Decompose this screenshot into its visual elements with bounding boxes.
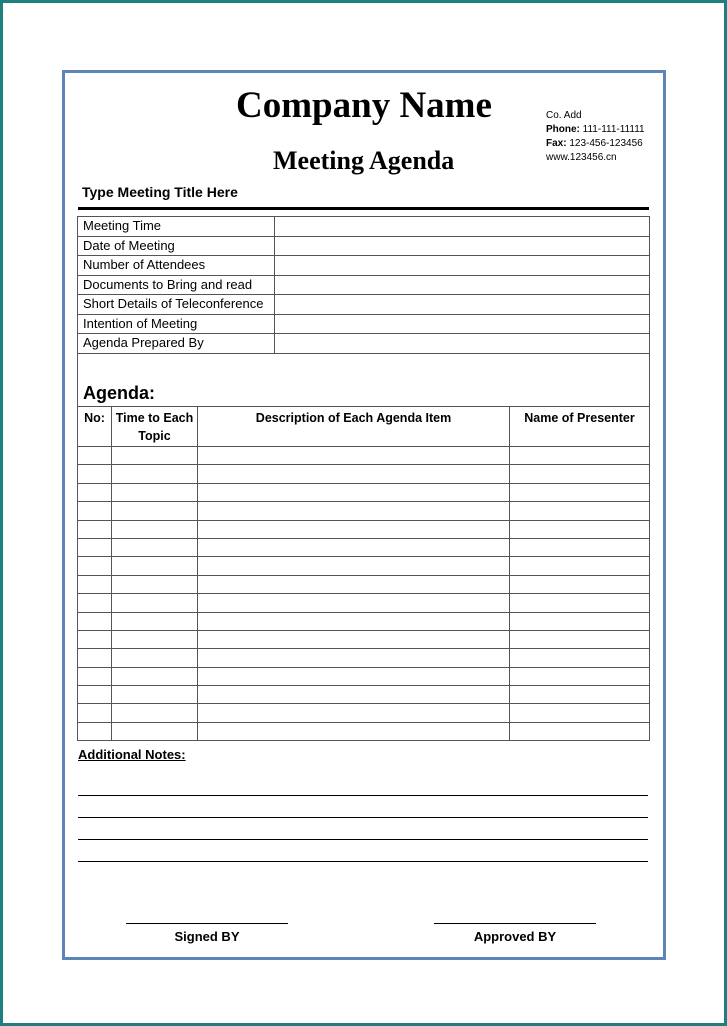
notes-line[interactable]	[78, 861, 648, 862]
agenda-cell-description[interactable]	[198, 465, 510, 483]
info-value-field[interactable]	[275, 314, 650, 334]
agenda-cell-time[interactable]	[112, 667, 198, 685]
company-name: Company Name	[236, 85, 492, 126]
agenda-row	[78, 594, 650, 612]
agenda-cell-description[interactable]	[198, 704, 510, 722]
signed-by-line[interactable]	[126, 923, 288, 924]
agenda-table	[77, 406, 650, 741]
phone-value: 111-111-11111	[582, 124, 645, 135]
fax-value: 123-456-123456	[569, 138, 643, 149]
contact-phone	[546, 123, 645, 137]
agenda-cell-no[interactable]	[78, 686, 112, 704]
agenda-cell-no[interactable]	[78, 612, 112, 630]
agenda-cell-no[interactable]	[78, 630, 112, 648]
notes-line[interactable]	[78, 795, 648, 796]
info-label: Date of Meeting	[78, 236, 275, 256]
info-value-field[interactable]	[275, 217, 650, 237]
contact-block	[546, 109, 645, 165]
agenda-cell-time[interactable]	[112, 649, 198, 667]
agenda-cell-time[interactable]	[112, 557, 198, 575]
info-row	[78, 334, 650, 354]
agenda-cell-description[interactable]	[198, 557, 510, 575]
contact-website: www.123456.cn	[546, 152, 617, 163]
agenda-cell-no[interactable]	[78, 704, 112, 722]
approved-by-label: Approved BY	[473, 929, 557, 944]
info-label: Short Details of Teleconference	[78, 295, 275, 315]
agenda-header-row	[78, 407, 650, 447]
agenda-cell-time[interactable]	[112, 447, 198, 465]
agenda-cell-presenter[interactable]	[510, 649, 650, 667]
agenda-cell-description[interactable]	[198, 686, 510, 704]
agenda-cell-time[interactable]	[112, 465, 198, 483]
agenda-cell-time[interactable]	[112, 575, 198, 593]
agenda-row	[78, 483, 650, 501]
agenda-row	[78, 465, 650, 483]
agenda-cell-description[interactable]	[198, 630, 510, 648]
info-value-field[interactable]	[275, 275, 650, 295]
document-title: Meeting Agenda	[273, 146, 455, 175]
agenda-row	[78, 502, 650, 520]
info-row	[78, 295, 650, 315]
agenda-cell-time[interactable]	[112, 520, 198, 538]
agenda-cell-description[interactable]	[198, 538, 510, 556]
phone-label: Phone:	[546, 124, 580, 135]
agenda-cell-presenter[interactable]	[510, 557, 650, 575]
agenda-row	[78, 722, 650, 740]
agenda-cell-time[interactable]	[112, 722, 198, 740]
column-header-no: No:	[78, 407, 112, 447]
agenda-row	[78, 649, 650, 667]
info-value-field[interactable]	[275, 256, 650, 276]
agenda-cell-time[interactable]	[112, 630, 198, 648]
agenda-cell-presenter[interactable]	[510, 722, 650, 740]
agenda-cell-description[interactable]	[198, 722, 510, 740]
info-row	[78, 314, 650, 334]
agenda-cell-presenter[interactable]	[510, 667, 650, 685]
agenda-row	[78, 612, 650, 630]
agenda-cell-description[interactable]	[198, 502, 510, 520]
agenda-row	[78, 557, 650, 575]
approved-by-line[interactable]	[434, 923, 596, 924]
column-header-presenter: Name of Presenter	[510, 407, 650, 447]
agenda-body	[78, 447, 650, 741]
signed-by-label: Signed BY	[174, 929, 240, 944]
agenda-cell-presenter[interactable]	[510, 594, 650, 612]
agenda-cell-description[interactable]	[198, 667, 510, 685]
agenda-cell-no[interactable]	[78, 520, 112, 538]
agenda-cell-no[interactable]	[78, 649, 112, 667]
agenda-cell-presenter[interactable]	[510, 686, 650, 704]
agenda-cell-description[interactable]	[198, 594, 510, 612]
agenda-cell-presenter[interactable]	[510, 483, 650, 501]
agenda-cell-presenter[interactable]	[510, 704, 650, 722]
agenda-cell-no[interactable]	[78, 557, 112, 575]
agenda-row	[78, 520, 650, 538]
agenda-cell-no[interactable]	[78, 538, 112, 556]
column-header-time: Time to Each Topic	[112, 407, 198, 447]
info-label: Documents to Bring and read	[78, 275, 275, 295]
agenda-cell-presenter[interactable]	[510, 612, 650, 630]
agenda-cell-description[interactable]	[198, 612, 510, 630]
agenda-cell-description[interactable]	[198, 575, 510, 593]
agenda-row	[78, 630, 650, 648]
contact-address: Co. Add	[546, 110, 582, 121]
agenda-cell-description[interactable]	[198, 520, 510, 538]
info-row	[78, 236, 650, 256]
agenda-cell-presenter[interactable]	[510, 630, 650, 648]
fax-label: Fax:	[546, 138, 567, 149]
info-row	[78, 256, 650, 276]
info-label: Meeting Time	[78, 217, 275, 237]
meeting-title-field[interactable]: Type Meeting Title Here	[82, 184, 238, 200]
agenda-cell-time[interactable]	[112, 704, 198, 722]
agenda-row	[78, 667, 650, 685]
notes-line[interactable]	[78, 839, 648, 840]
agenda-cell-time[interactable]	[112, 686, 198, 704]
agenda-cell-time[interactable]	[112, 538, 198, 556]
additional-notes-label: Additional Notes:	[78, 747, 186, 762]
agenda-cell-no[interactable]	[78, 722, 112, 740]
agenda-cell-time[interactable]	[112, 502, 198, 520]
agenda-cell-no[interactable]	[78, 483, 112, 501]
info-label: Intention of Meeting	[78, 314, 275, 334]
agenda-cell-description[interactable]	[198, 649, 510, 667]
agenda-cell-presenter[interactable]	[510, 575, 650, 593]
agenda-cell-no[interactable]	[78, 667, 112, 685]
agenda-heading: Agenda:	[83, 383, 155, 403]
info-row	[78, 275, 650, 295]
agenda-cell-no[interactable]	[78, 575, 112, 593]
info-value-field[interactable]	[275, 236, 650, 256]
agenda-cell-no[interactable]	[78, 465, 112, 483]
header-divider	[78, 207, 649, 210]
agenda-cell-no[interactable]	[78, 594, 112, 612]
agenda-cell-presenter[interactable]	[510, 447, 650, 465]
agenda-cell-description[interactable]	[198, 483, 510, 501]
column-header-description: Description of Each Agenda Item	[198, 407, 510, 447]
agenda-cell-time[interactable]	[112, 612, 198, 630]
info-value-field[interactable]	[275, 334, 650, 354]
agenda-row	[78, 538, 650, 556]
info-row	[78, 217, 650, 237]
agenda-cell-no[interactable]	[78, 447, 112, 465]
agenda-row	[78, 686, 650, 704]
agenda-cell-time[interactable]	[112, 483, 198, 501]
info-label: Agenda Prepared By	[78, 334, 275, 354]
agenda-row	[78, 447, 650, 465]
info-value-field[interactable]	[275, 295, 650, 315]
agenda-cell-presenter[interactable]	[510, 465, 650, 483]
agenda-cell-description[interactable]	[198, 447, 510, 465]
meeting-info-table	[77, 216, 650, 354]
contact-fax	[546, 137, 645, 151]
info-label: Number of Attendees	[78, 256, 275, 276]
notes-line[interactable]	[78, 817, 648, 818]
agenda-cell-presenter[interactable]	[510, 538, 650, 556]
agenda-row	[78, 704, 650, 722]
agenda-cell-no[interactable]	[78, 502, 112, 520]
agenda-cell-presenter[interactable]	[510, 520, 650, 538]
agenda-row	[78, 575, 650, 593]
agenda-heading-box	[77, 353, 650, 407]
agenda-cell-presenter[interactable]	[510, 502, 650, 520]
agenda-cell-time[interactable]	[112, 594, 198, 612]
